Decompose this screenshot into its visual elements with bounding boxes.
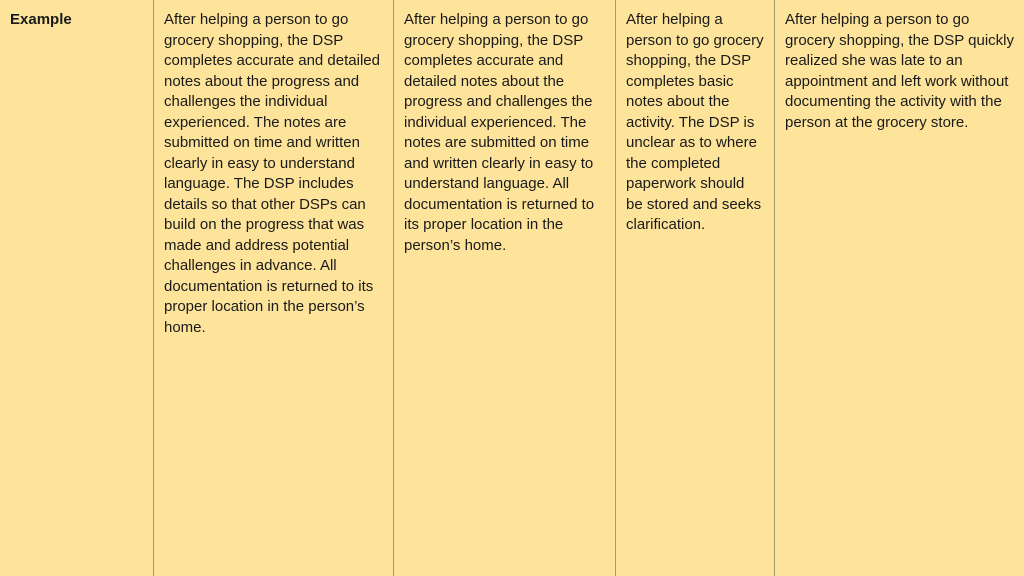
example-cell-3	[616, 0, 775, 576]
example-cell-2	[394, 0, 616, 576]
example-cell-1	[154, 0, 394, 576]
row-label: Example	[10, 11, 72, 28]
example-text-4: After helping a person to go grocery shopping, the DSP quickly realized she was late to an appointment and left work without documenting the activity with the person at the grocery store.	[785, 11, 1015, 131]
example-text-3: After helping a person to go grocery shopping, the DSP completes basic notes about the activity. The DSP is unclear as to where the completed paperwork should be stored and seeks clarification.	[626, 11, 764, 233]
row-label-cell	[0, 0, 154, 576]
example-text-1: After helping a person to go grocery shopping, the DSP completes accurate and detailed notes about the progress and challenges the individual experienced. The notes are submitted on time and written clearly in easy to understand language. The DSP includes details so that other DSPs can build on the progress that was made and address potential challenges in advance. All documentation is returned to its proper location in the person’s home.	[164, 11, 380, 336]
example-text-2: After helping a person to go grocery shopping, the DSP completes accurate and detailed notes about the progress and challenges the individual experienced. The notes are submitted on time and written clearly in easy to understand language. All documentation is returned to its proper location in the person’s home.	[404, 11, 595, 254]
example-cell-4	[775, 0, 1024, 576]
